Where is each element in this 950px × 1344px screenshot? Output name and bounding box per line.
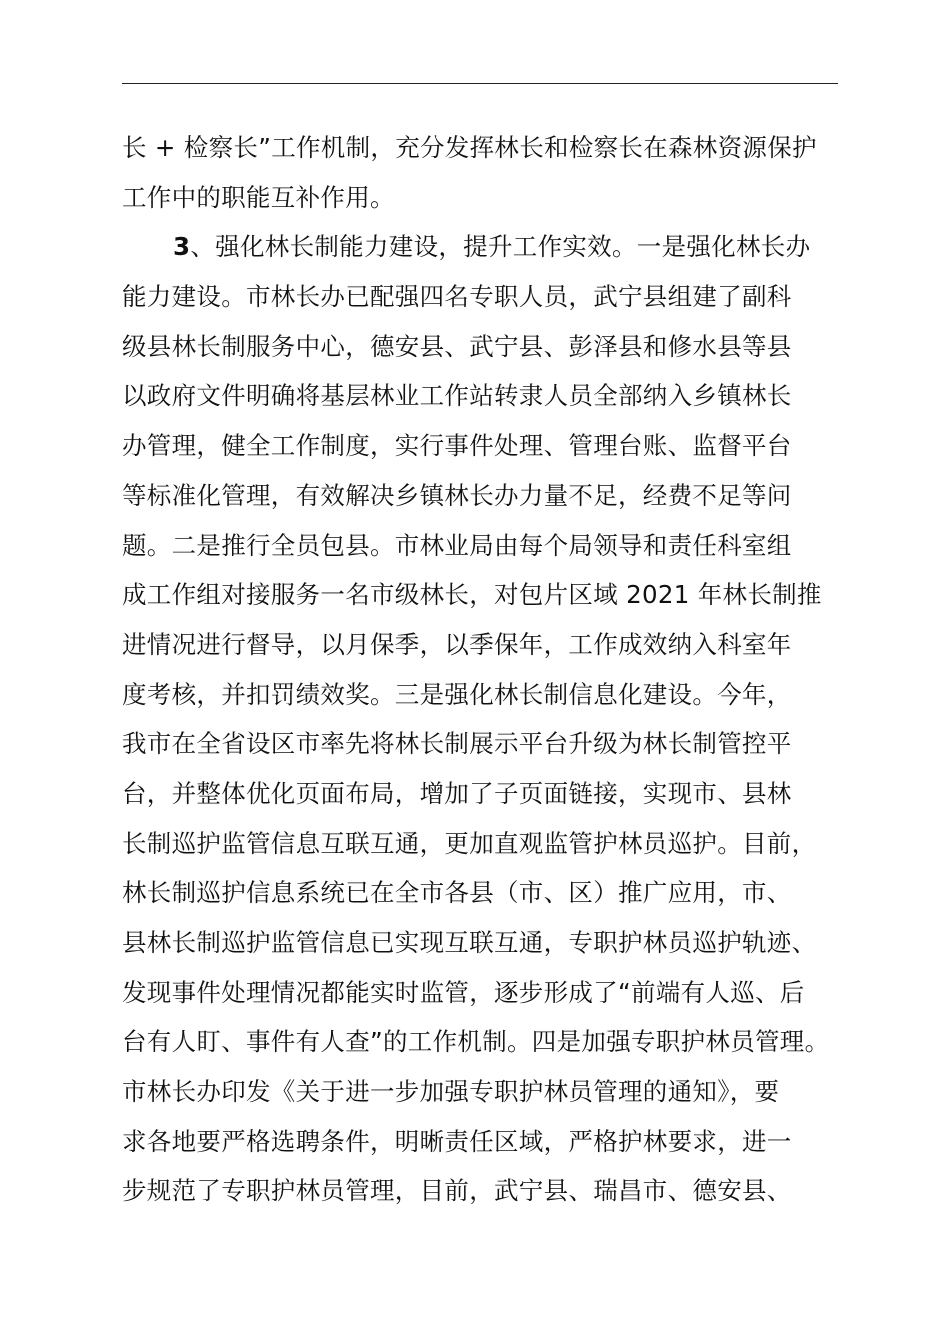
text-line: 发现事件处理情况都能实时监管，逐步形成了“前端有人巡、后 (122, 977, 805, 1007)
section-separator: 、 (190, 232, 216, 262)
text-line: 能力建设。市林长办已配强四名专职人员，武宁县组建了副科 (122, 282, 792, 312)
text-line: 工作中的职能互补作用。 (122, 182, 395, 212)
text-line: 求各地要严格选聘条件，明晰责任区域，严格护林要求，进一 (122, 1126, 792, 1156)
text-line: 市林长办印发《关于进一步加强专职护林员管理的通知》，要 (122, 1077, 780, 1107)
text-line: 步规范了专职护林员管理，目前，武宁县、瑞昌市、德安县、 (122, 1176, 792, 1206)
text-line: 我市在全省设区市率先将林长制展示平台升级为林长制管控平 (122, 729, 792, 759)
text-line: 县林长制巡护监管信息已实现互联互通，专职护林员巡护轨迹、 (122, 928, 817, 957)
text-line: 台有人盯、事件有人查”的工作机制。四是加强专职护林员管理。 (122, 1027, 830, 1057)
section-heading-line (122, 222, 862, 272)
text-line: 长制巡护监管信息互联互通，更加直观监管护林员巡护。目前， (122, 828, 817, 858)
text-line: 级县林长制服务中心，德安县、武宁县、彭泽县和修水县等县 (122, 331, 792, 361)
document-body (122, 123, 862, 1216)
text-line: 进情况进行督导，以月保季，以季保年，工作成效纳入科室年 (122, 629, 792, 659)
text-line: 度考核，并扣罚绩效奖。三是强化林长制信息化建设。今年， (122, 679, 792, 709)
section-heading-text: 强化林长制能力建设，提升工作实效。一是强化林长办 (215, 232, 811, 262)
section-number: 3 (173, 232, 191, 262)
text-line: 长 + 检察长”工作机制，充分发挥林长和检察长在森林资源保护 (122, 133, 817, 162)
text-line: 以政府文件明确将基层林业工作站转隶人员全部纳入乡镇林长 (122, 381, 792, 411)
text-line: 等标准化管理，有效解决乡镇林长办力量不足，经费不足等问 (122, 480, 792, 510)
text-line: 题。二是推行全员包县。市林业局由每个局领导和责任科室组 (122, 530, 792, 560)
text-line: 林长制巡护信息系统已在全市各县（市、区）推广应用，市、 (122, 878, 792, 908)
text-line: 办管理，健全工作制度，实行事件处理、管理台账、监督平台 (122, 431, 792, 461)
header-rule (122, 83, 838, 84)
text-line: 台，并整体优化页面布局，增加了子页面链接，实现市、县林 (122, 778, 792, 808)
text-line: 成工作组对接服务一名市级林长，对包片区域 2021 年林长制推 (122, 580, 822, 610)
